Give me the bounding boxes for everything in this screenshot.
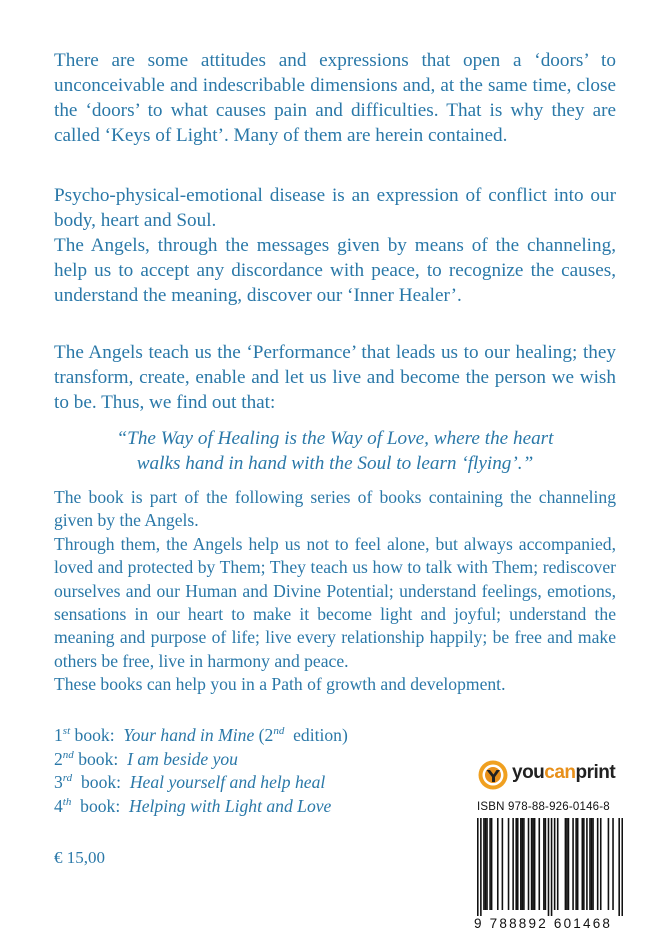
barcode-bar [477,818,479,916]
barcode-bar [522,818,524,910]
barcode-bar [557,818,559,910]
barcode-bar [515,818,517,910]
barcode-bar [502,818,504,910]
barcode-bar [483,818,485,910]
barcode-bar [582,818,584,910]
book-item-2 [54,748,348,772]
barcode [477,818,623,916]
barcode-bar [485,818,487,910]
barcode-bar [565,818,567,910]
barcode-bar [589,818,591,910]
barcode-bar [538,818,540,910]
publisher-logo [477,759,627,791]
series-text-3: These books can help you in a Path of growth and development. [54,674,506,695]
barcode-bar [520,818,522,910]
book-title: Helping with Light and Love [129,795,332,816]
book-item-4 [54,795,348,819]
barcode-bar [545,818,547,910]
barcode-bar [531,818,533,910]
book-edition-post: edition) [284,725,348,745]
book-label: book: [71,795,130,816]
barcode-bar [534,818,536,910]
barcode-bar [597,818,599,910]
barcode-bar [583,818,585,910]
publisher-wordmark: youcanprint [512,762,616,783]
book-label: book: [73,748,128,769]
barcode-bar [512,818,514,910]
barcode-bar [591,818,593,910]
series-text-1: The book is part of the following series of books containing the channeling given by the Angels. [54,487,616,531]
book-title: I am beside you [127,748,238,769]
angels-channeling-text: The Angels, through the messages given by means of the channeling, help us to accept any discordance with peace, to recognize the causes, understand the meaning, discover our ‘Inner Healer’. [54,235,616,306]
barcode-bar [528,818,530,910]
barcode-bar [592,818,594,910]
barcode-bar [572,818,574,910]
quote-line-2: walks hand in hand with the Soul to learn ‘flying’.” [136,453,534,474]
barcode-bar [586,818,588,910]
quote [54,426,616,476]
barcode-bar [489,818,491,910]
book-number: 4 [54,795,63,816]
barcode-bar [543,818,545,910]
book-ordinal: st [62,725,71,737]
book-ordinal: th [62,795,72,808]
book-label: book: [72,772,130,793]
barcode-bar [551,818,553,916]
book-title: Heal yourself and help heal [129,772,326,793]
performance-paragraph [54,340,616,415]
barcode-bar [523,818,525,910]
book-title: Your hand in Mine [123,725,255,745]
book-item-1 [54,724,348,748]
barcode-digits: 9 788892 601468 [474,916,613,931]
barcode-bar [621,818,623,916]
barcode-bar [508,818,510,910]
quote-line-1: “The Way of Healing is the Way of Love, where the heart [116,428,554,449]
barcode-bar [608,818,610,910]
barcode-bar [568,818,570,910]
book-edition-pre: (2 [254,725,274,745]
isbn-label: ISBN 978-88-926-0146-8 [477,801,610,813]
book-ordinal: rd [62,772,73,785]
series-text-2: Through them, the Angels help us not to feel alone, but always accompanied, loved and protected by Them; They teach us how to talk with Them; rediscover ourselves and our Human and Divine Potential; understand feelings, emotions, sensations in our heart to make it become light and joyful; understand the meaning and purpose of life; live every relationship happily; be free and make others be free, live in harmony and peace. [54,533,616,671]
book-label: book: [70,725,124,745]
performance-text: The Angels teach us the ‘Performance’ that leads us to our healing; they transform, create, enable and let us live and become the person we wish to be. Thus, we find out that: [54,342,616,413]
barcode-bar [532,818,534,910]
barcode-bar [612,818,614,910]
disease-paragraph [54,183,616,308]
book-list [54,724,348,818]
book-number: 1 [54,725,63,745]
book-number: 3 [54,772,63,793]
price: € 15,00 [54,848,105,867]
intro-paragraph [54,48,616,148]
book-item-3 [54,771,348,795]
series-paragraph [54,486,616,697]
barcode-bar [517,818,519,910]
barcode-bar [486,818,488,910]
barcode-bar [554,818,556,910]
book-number: 2 [54,748,63,769]
book-ordinal: nd [62,748,74,761]
barcode-bar [480,818,482,916]
barcode-bar [618,818,620,916]
barcode-bar [491,818,493,910]
barcode-bar [600,818,602,910]
publisher-logo-icon [477,759,509,791]
barcode-bar [497,818,499,910]
intro-text: There are some attitudes and expressions that open a ‘doors’ to unconceivable and indescribable dimensions and, at the same time, close the ‘doors’ to what causes pain and difficulties. That is why they are called ‘Keys of Light’. Many of them are herein contained. [54,50,616,146]
barcode-bar [575,818,577,910]
barcode-bar [548,818,550,916]
barcode-bar [566,818,568,910]
disease-text: Psycho-physical-emotional disease is an expression of conflict into our body, heart and Soul. [54,185,616,231]
book-edition-ordinal: nd [273,725,285,737]
barcode-bar [577,818,579,910]
